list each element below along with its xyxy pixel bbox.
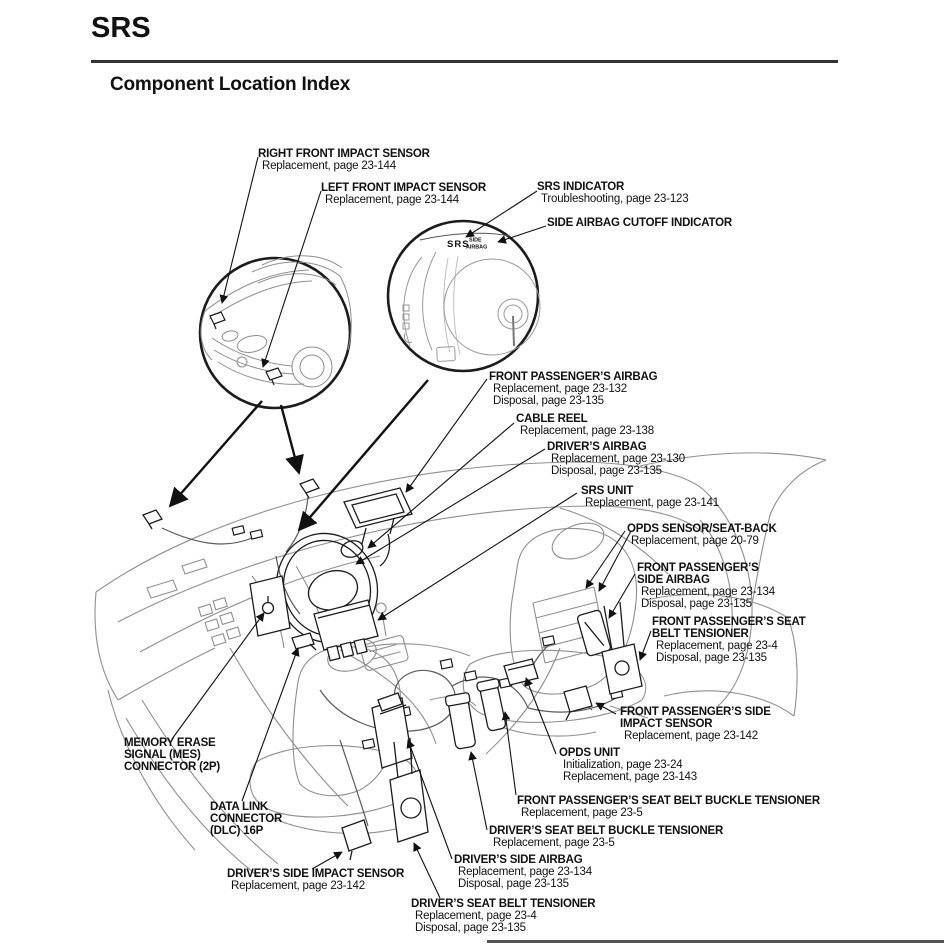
callout-sub-line: Replacement, page 23-142	[624, 730, 758, 742]
callout-title-line: OPDS SENSOR/SEAT-BACK	[627, 523, 777, 535]
callout-front-passengers-seat-belt-buckle-tensioner	[517, 795, 820, 819]
callout-sub-line: Replacement, page 23-141	[585, 497, 719, 509]
callout-title-line: SIDE AIRBAG	[637, 574, 710, 586]
callout-cable-reel	[516, 413, 654, 437]
callout-title-line: FRONT PASSENGER’S AIRBAG	[489, 371, 658, 383]
section-title: SRS	[91, 12, 151, 44]
callout-drivers-side-airbag	[454, 854, 592, 890]
callout-data-link-connector	[210, 801, 282, 837]
callout-title-line: FRONT PASSENGER’S SEAT BELT BUCKLE TENSIONER	[517, 795, 820, 807]
callout-title-line: DRIVER’S SEAT BELT BUCKLE TENSIONER	[489, 825, 724, 837]
callout-title-line: FRONT PASSENGER’S SEAT	[652, 616, 806, 628]
callout-title-line: CONNECTOR (2P)	[124, 761, 221, 773]
callout-title-line: DRIVER’S AIRBAG	[547, 441, 647, 453]
callout-title-line: DRIVER’S SIDE AIRBAG	[454, 854, 583, 866]
callout-title-line: BELT TENSIONER	[652, 628, 749, 640]
callout-title-line: DRIVER’S SIDE IMPACT SENSOR	[227, 868, 405, 880]
callout-title-line: LEFT FRONT IMPACT SENSOR	[321, 182, 486, 194]
callout-side-airbag-cutoff-indicator	[547, 217, 732, 229]
callout-sub-line: Replacement, page 23-4	[656, 640, 778, 652]
callout-sub-line: Replacement, page 23-130	[551, 453, 685, 465]
callout-title-line: FRONT PASSENGER’S SIDE	[620, 706, 771, 718]
callout-title-line: OPDS UNIT	[559, 747, 620, 759]
callout-sub-line: Replacement, page 23-142	[231, 880, 365, 892]
callout-srs-unit	[581, 485, 719, 509]
callout-title-line: CONNECTOR	[210, 813, 283, 825]
callout-title-line: SIGNAL (MES)	[124, 749, 201, 761]
callout-front-passengers-seat-belt-tensioner	[652, 616, 806, 664]
cluster-srs-indicator-text: SRS	[447, 239, 470, 250]
callout-sub-line: Replacement, page 23-132	[493, 383, 627, 395]
callout-title-line: SIDE AIRBAG CUTOFF INDICATOR	[547, 217, 733, 229]
callout-title-line: IMPACT SENSOR	[620, 718, 713, 730]
callout-front-passengers-airbag	[489, 371, 657, 407]
callout-drivers-seat-belt-buckle-tensioner	[489, 825, 723, 849]
callout-right-front-impact-sensor	[258, 148, 430, 172]
callout-title-line: SRS INDICATOR	[537, 181, 625, 193]
callout-sub-line: Troubleshooting, page 23-123	[541, 193, 689, 205]
callout-sub-line: Replacement, page 23-134	[641, 586, 775, 598]
callout-title-line: SRS UNIT	[581, 485, 634, 497]
callout-drivers-side-impact-sensor	[227, 868, 404, 892]
page-edge-strip	[487, 940, 944, 943]
callout-drivers-seat-belt-tensioner	[411, 898, 595, 934]
callout-sub-line: Replacement, page 23-138	[520, 425, 654, 437]
callout-title-line: FRONT PASSENGER’S	[637, 562, 759, 574]
callout-sub-line: Disposal, page 23-135	[641, 598, 752, 610]
callout-sub-line: Replacement, page 20-79	[631, 535, 759, 547]
callout-sub-line: Replacement, page 23-144	[325, 194, 459, 206]
callout-title-line: DRIVER’S SEAT BELT TENSIONER	[411, 898, 596, 910]
callout-drivers-airbag	[547, 441, 685, 477]
callout-sub-line: Replacement, page 23-144	[262, 160, 396, 172]
callout-front-passengers-side-airbag	[637, 562, 775, 610]
cluster-side-text: SIDE	[469, 237, 482, 244]
callout-sub-line: Initialization, page 23-24	[563, 759, 683, 771]
callout-title-line: MEMORY ERASE	[124, 737, 216, 749]
callout-title-line: RIGHT FRONT IMPACT SENSOR	[258, 148, 430, 160]
callout-front-passengers-side-impact-sensor	[620, 706, 771, 742]
callout-sub-line: Replacement, page 23-4	[415, 910, 537, 922]
callout-left-front-impact-sensor	[321, 182, 486, 206]
callout-sub-line: Disposal, page 23-135	[415, 922, 526, 934]
callout-sub-line: Replacement, page 23-5	[493, 837, 615, 849]
callout-title-line: DATA LINK	[210, 801, 269, 813]
callout-sub-line: Replacement, page 23-143	[563, 771, 697, 783]
callout-sub-line: Disposal, page 23-135	[656, 652, 767, 664]
cluster-airbag-text: AIRBAG	[466, 244, 488, 251]
callout-opds-unit	[559, 747, 697, 783]
callout-sub-line: Disposal, page 23-135	[551, 465, 662, 477]
callout-sub-line: Disposal, page 23-135	[493, 395, 604, 407]
callout-sub-line: Disposal, page 23-135	[458, 878, 569, 890]
callout-sub-line: Replacement, page 23-5	[521, 807, 643, 819]
callout-title-line: (DLC) 16P	[210, 825, 264, 837]
callout-opds-sensor-seat-back	[627, 523, 777, 547]
page-title: Component Location Index	[110, 74, 351, 95]
callout-sub-line: Replacement, page 23-134	[458, 866, 592, 878]
callout-title-line: CABLE REEL	[516, 413, 588, 425]
callout-memory-erase-signal-connector	[124, 737, 220, 773]
callout-srs-indicator	[537, 181, 688, 205]
